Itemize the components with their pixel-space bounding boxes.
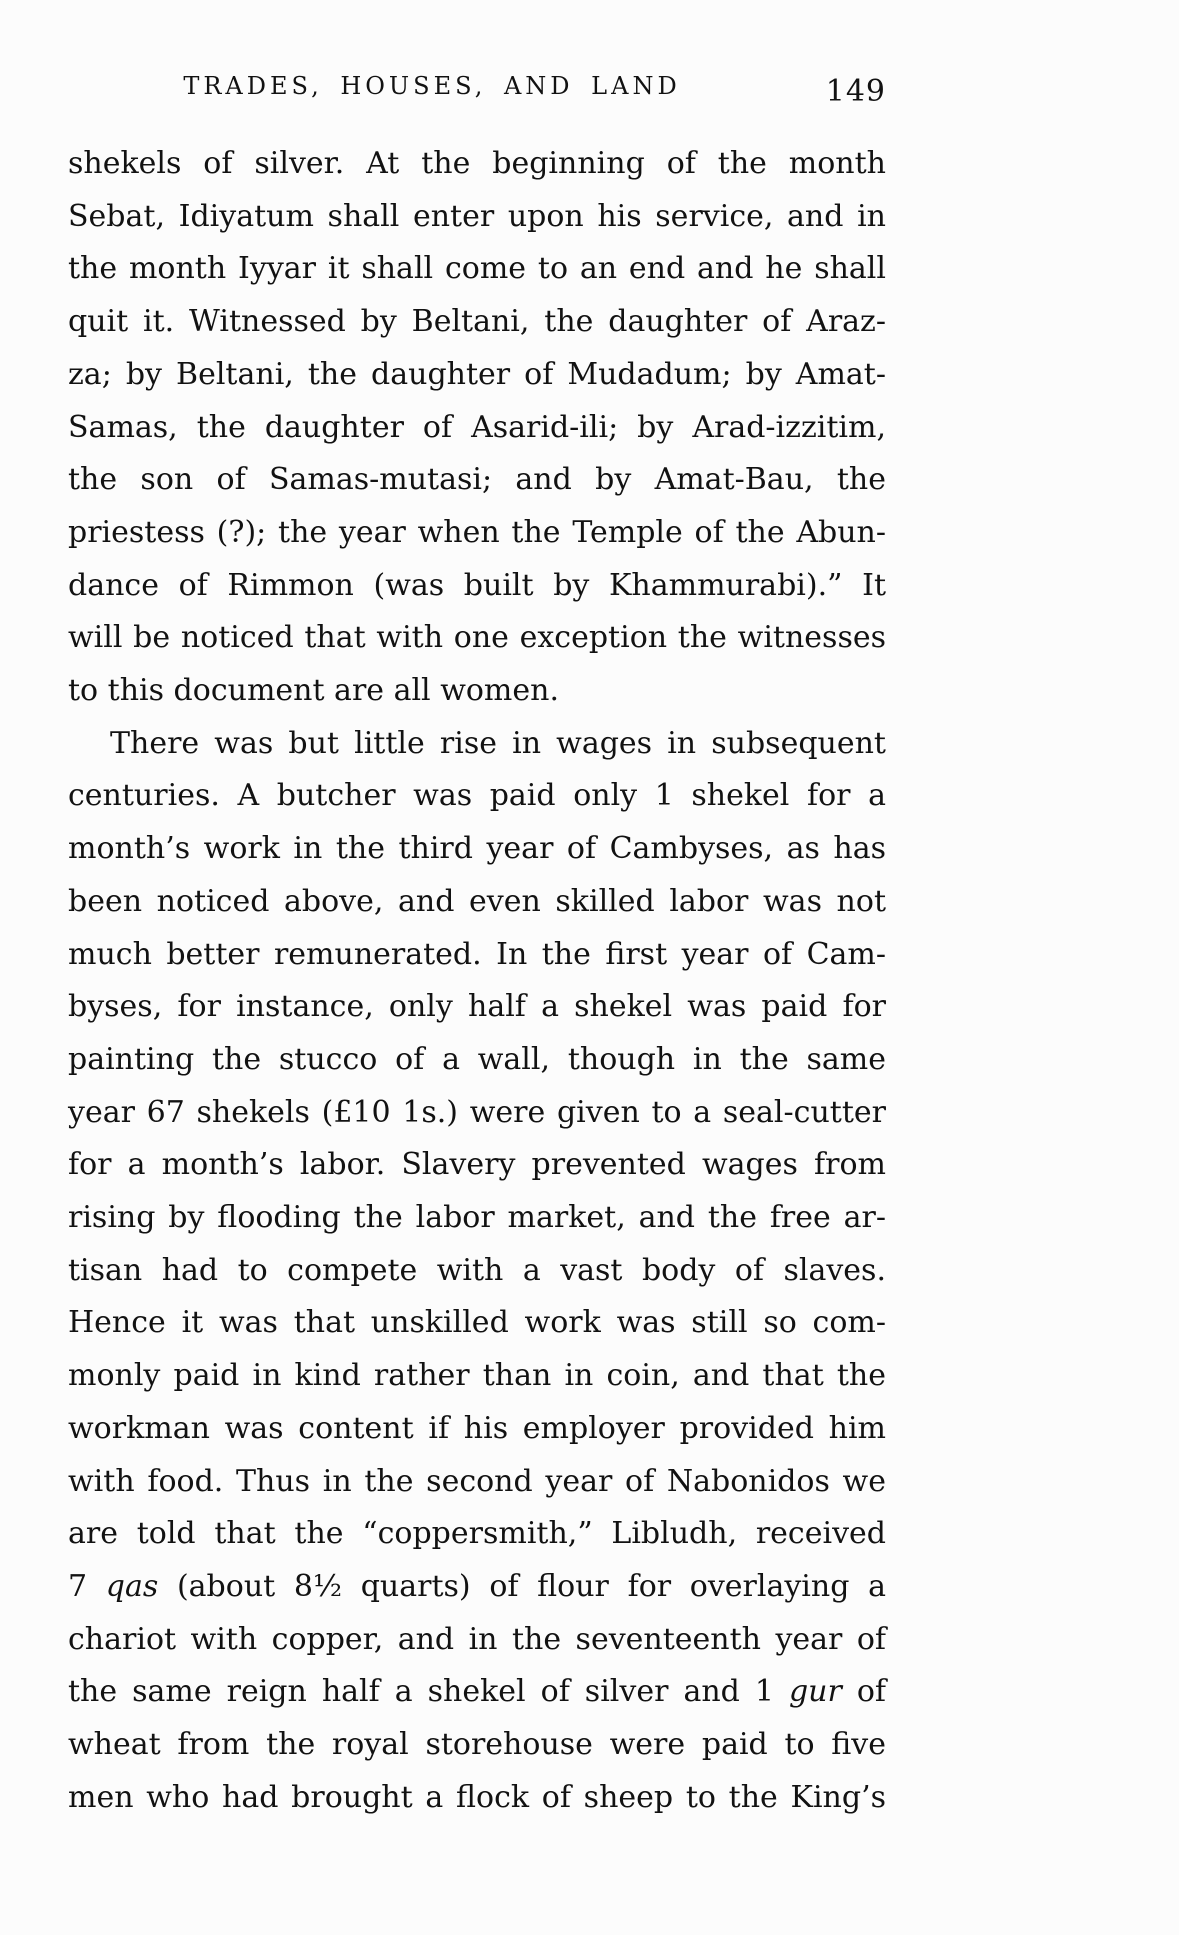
text-line: the son of Samas-mutasi; and by Amat-Bau, the	[68, 462, 886, 498]
text-line: are told that the “coppersmith,” Libludh, received	[68, 1516, 886, 1552]
text-line: tisan had to compete with a vast body of slaves.	[68, 1252, 886, 1288]
text-line: Sebat, Idiyatum shall enter upon his service, and in	[68, 198, 886, 234]
text-line: quit it. Witnessed by Beltani, the daughter of Araz-	[68, 304, 886, 340]
text-line: Hence it was that unskilled work was still so com-	[68, 1305, 886, 1341]
text-line: byses, for instance, only half a shekel was paid for	[68, 989, 886, 1025]
text-line: to this document are all women.	[68, 673, 559, 709]
text-line: been noticed above, and even skilled labor was not	[68, 883, 886, 919]
text-line: monly paid in kind rather than in coin, and that the	[68, 1358, 886, 1394]
text-line: dance of Rimmon (was built by Khammurabi).” It	[68, 567, 886, 603]
text-line: painting the stucco of a wall, though in the same	[68, 1041, 886, 1077]
text-line: rising by flooding the labor market, and the free ar-	[68, 1200, 886, 1236]
text-line: Samas, the daughter of Asarid-ili; by Arad-izzitim,	[68, 409, 886, 445]
text-body	[68, 138, 886, 1825]
text-line: centuries. A butcher was paid only 1 shekel for a	[68, 778, 886, 814]
text-line: shekels of silver. At the beginning of the month	[68, 146, 886, 181]
text-line: much better remunerated. In the first year of Cam-	[68, 936, 886, 972]
text-line: year 67 shekels (£10 1s.) were given to a seal-cutter	[68, 1094, 886, 1130]
text-line: 7 qas (about 8½ quarts) of flour for overlaying a	[68, 1568, 886, 1604]
page-number: 149	[825, 74, 886, 109]
text-line: wheat from the royal storehouse were paid to five	[68, 1727, 886, 1763]
text-line: za; by Beltani, the daughter of Mudadum; by Amat-	[68, 356, 886, 392]
text-line: the month Iyyar it shall come to an end and he shall	[68, 251, 886, 287]
text-line: month’s work in the third year of Cambyses, as has	[68, 831, 886, 867]
text-line: priestess (?); the year when the Temple of the Abun-	[68, 514, 886, 550]
running-title: TRADES, HOUSES, AND LAND	[183, 72, 681, 100]
text-line: workman was content if his employer provided him	[68, 1410, 886, 1446]
page-header	[68, 70, 886, 114]
paragraph	[68, 138, 886, 718]
text-line: chariot with copper, and in the seventeenth year of	[68, 1621, 886, 1657]
text-line: the same reign half a shekel of silver and 1 gur of	[68, 1674, 886, 1710]
text-line: men who had brought a flock of sheep to the King’s	[68, 1779, 886, 1815]
text-line: will be noticed that with one exception the witnesses	[68, 620, 886, 656]
text-line: for a month’s labor. Slavery prevented wages from	[68, 1147, 886, 1183]
paragraph	[68, 718, 886, 1825]
text-line: There was but little rise in wages in subsequent	[110, 725, 886, 761]
text-line: with food. Thus in the second year of Nabonidos we	[68, 1463, 886, 1499]
